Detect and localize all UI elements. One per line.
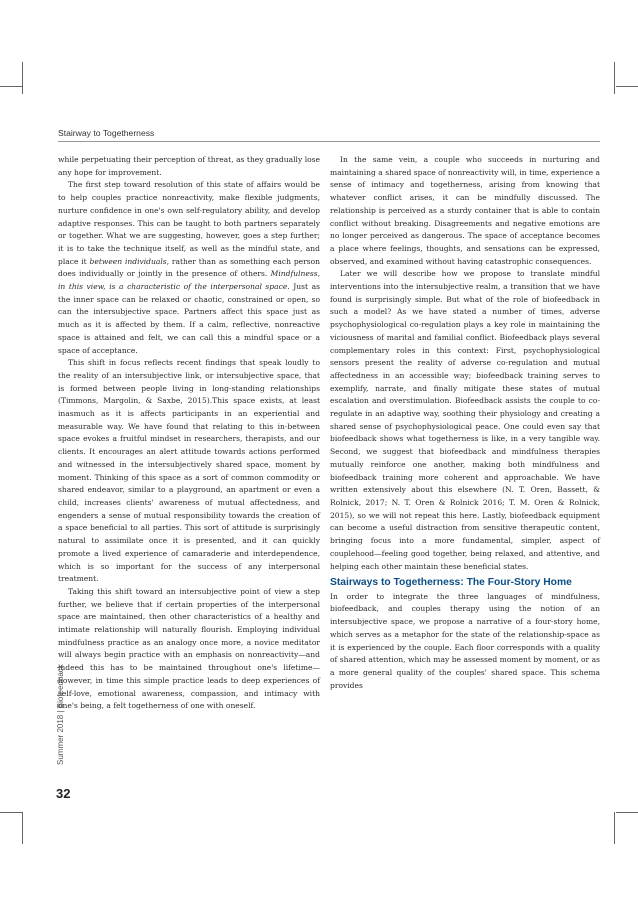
left-p2-emphasis-2: Mindfulness, in this view, is a characteristic of the interpersonal space. bbox=[58, 269, 320, 292]
header-rule bbox=[58, 141, 600, 142]
crop-mark-right-upper bbox=[616, 86, 638, 87]
left-paragraph-2 bbox=[58, 179, 320, 357]
crop-mark-left-upper bbox=[0, 86, 22, 87]
crop-mark-bottom-left bbox=[22, 812, 23, 844]
left-p2-emphasis-1: between individuals, bbox=[89, 256, 170, 266]
crop-mark-bottom-right bbox=[614, 812, 615, 844]
page-number: 32 bbox=[56, 786, 71, 801]
right-paragraph-1: In the same vein, a couple who succeeds in nurturing and maintaining a shared space of nonreactivity will, in time, experience a sense of intimacy and togetherness, arising from knowing that whatever conflict arises, it can be mindfully discussed. The relationship is perceived as a sturdy container that is able to contain conflict without breaking. Disagreements and negative emotions are no longer perceived as dangerous. The space of acceptance becomes a place where feelings, thoughts, and sensations can be expressed, observed, and examined without having catastrophic consequences. bbox=[330, 155, 600, 266]
left-p2-text-c: Just as the inner space can be relaxed or chaotic, constrained or open, so can the intersubjective space. Partners affect this space just as much as it is affected by them. If a calm, reflective, nonreactive space is attained and felt, we can call this a mindful space or a space of acceptance. bbox=[58, 282, 320, 355]
issue-side-label: Summer 2018 | Biofeedback bbox=[56, 664, 65, 765]
left-column bbox=[58, 154, 320, 713]
left-paragraph-3: This shift in focus reflects recent findings that speak loudly to the reality of an intersubjective link, or intersubjective space, that is formed between people living in long-standing relationships (Timmons, Margolin, & Saxbe, 2015).This space exists, at least inasmuch as it is affects participants in an experiential and measurable way. We have found that relating to this in-between space evokes a fruitful mindset in researchers, therapists, and our clients. It encourages an alert attitude towards actions performed and witnessed in the intersubjectively shared space, moment by moment. Thinking of this space as a sort of common commodity or shared endeavor, similar to a playground, an apartment or even a child, increases clients' awareness of mutual affectedness, and engenders a sense of mutual responsibility towards the creation of a space beneficial to all parties. This sort of attitude is surprisingly natural to assimilate once it is presented, and it can quickly promote a lived experience of camaraderie and interdependence, which is so important for the success of any interpersonal treatment. bbox=[58, 358, 320, 584]
section-heading: Stairways to Togetherness: The Four-Story Home bbox=[330, 577, 572, 589]
right-column bbox=[330, 154, 600, 692]
left-p2-text-a: The first step toward resolution of this state of affairs would be to help couples practice nonreactivity, make flexible judgments, nurture confidence in one's own self-regulatory ability, and develop adaptive responses. This can be taught to both partners separately or together. What we are suggesting, however, goes a step further; it is to take the technique itself, as well as the mindful state, and place it bbox=[58, 180, 320, 266]
left-p2-text-b: rather than as something each person does individually or jointly in the presence of others. bbox=[58, 256, 320, 279]
crop-mark-top-left bbox=[22, 62, 23, 94]
left-paragraph-1: while perpetuating their perception of threat, as they gradually lose any hope for improvement. bbox=[58, 155, 320, 177]
right-paragraph-2: Later we will describe how we propose to translate mindful interventions into the intersubjective realm, a transition that we have found is surprisingly simple. But what of the role of biofeedback in such a model? As we have stated a number of times, adverse psychophysiological co-regulation plays a key role in maintaining the viciousness of marital and familial conflict. Biofeedback plays several complementary roles in this context: First, psychophysiological sensors present the reality of adverse co-regulation and mutual affectedness in an accessible way; biofeedback training serves to exemplify, narrate, and finally mitigate these states of mutual escalation and overstimulation. Biofeedback assists the couple to co-regulate in an adaptive way, soothing their physiology and creating a shared sense of psychophysiological peace. One could even say that biofeedback shows what togetherness is like, in a very tangible way. Second, we suggest that biofeedback and mindfulness therapies mutually reinforce one another, making both mindfulness and biofeedback training more coherent and approachable. We have written extensively about this elsewhere (N. T. Oren, Bassett, & Rolnick, 2017; N. T. Oren & Rolnick 2016; T. M. Oren & Rolnick, 2015), so we will not repeat this here. Lastly, biofeedback equipment can become a useful distraction from sensitive therapeutic content, bringing focus into a more fundamental, simpler, aspect of couplehood—feeling good together, being relaxed, and attentive, and helping each other maintain these beneficial states. bbox=[330, 269, 600, 571]
right-paragraph-3: In order to integrate the three languages of mindfulness, biofeedback, and couples therapy using the notion of an intersubjective space, we propose a narrative of a four-story home, which serves as a metaphor for the state of the relationship-space as it is experienced by the couple. Each floor corresponds with a quality of shared attention, which may be assessed moment by moment, or as a more general quality of the couples' shared space. This schema provides bbox=[330, 591, 600, 690]
left-paragraph-4: Taking this shift toward an intersubjective point of view a step further, we believe that if certain properties of the interpersonal space are maintained, then other characteristics of a healthy and intimate relationship will naturally flourish. Employing individual mindfulness practice as an analogy once more, a novice meditator will always begin practice with an emphasis on nonreactivity—and indeed this has to be maintained throughout one's lifetime—however, in time this simple practice leads to deep experiences of self-love, emotional awareness, compassion, and intimacy with one's being, a felt togetherness of one with oneself. bbox=[58, 586, 320, 711]
running-head: Stairway to Togetherness bbox=[58, 128, 155, 138]
crop-mark-right-lower bbox=[616, 812, 638, 813]
crop-mark-left-lower bbox=[0, 812, 22, 813]
crop-mark-top-right bbox=[614, 62, 615, 94]
